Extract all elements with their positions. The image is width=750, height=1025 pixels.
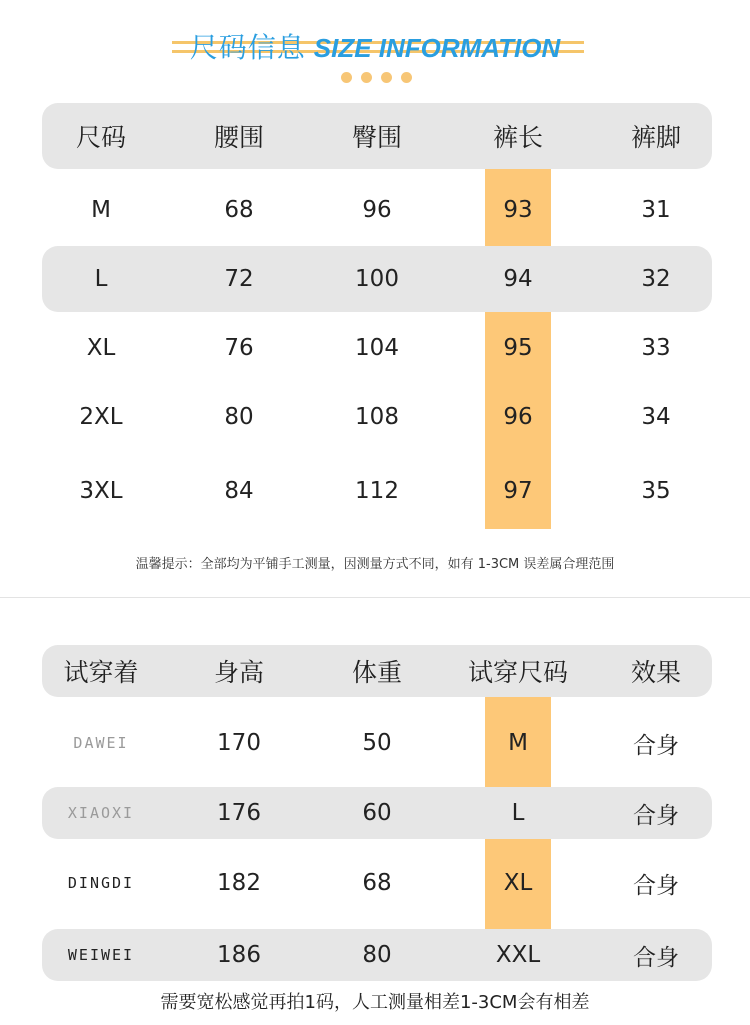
hip-cell: 108	[355, 404, 399, 430]
table-row	[42, 929, 712, 981]
model-name	[42, 850, 160, 916]
table-row	[42, 458, 712, 524]
hip-cell: 96	[362, 196, 392, 223]
title-chinese: 尺码信息	[189, 31, 306, 64]
length-cell: 97	[503, 478, 533, 504]
dot	[381, 72, 392, 83]
length-cell: 95	[503, 335, 533, 361]
model-name-text: DAWEI	[73, 734, 129, 752]
weight-cell: 60	[362, 800, 392, 826]
size-cell: 2XL	[79, 404, 123, 430]
table-row	[42, 315, 712, 381]
dot	[401, 72, 412, 83]
header-cell-size: 尺码	[75, 123, 126, 152]
length-cell: 93	[503, 196, 533, 223]
effect-cell: 合身	[633, 872, 679, 899]
length-cell: 96	[503, 404, 533, 430]
length-cell: 94	[503, 266, 533, 292]
weight-cell: 50	[362, 730, 392, 756]
height-cell: 182	[217, 870, 261, 896]
effect-cell: 合身	[633, 802, 679, 829]
table-row	[42, 175, 712, 244]
hem-cell: 34	[641, 404, 671, 430]
page-title	[0, 26, 750, 66]
waist-cell: 72	[224, 266, 254, 292]
dot	[361, 72, 372, 83]
fit-table	[42, 645, 712, 981]
size-cell: XL	[86, 335, 116, 361]
header-cell-fit-size: 试穿尺码	[467, 658, 568, 687]
size-cell: 3XL	[79, 478, 123, 504]
section-header	[0, 22, 750, 92]
table-row	[42, 384, 712, 450]
size-table	[42, 103, 712, 529]
effect-cell: 合身	[633, 944, 679, 971]
header-cell-waist: 腰围	[213, 123, 264, 152]
fit-table-header	[42, 645, 712, 697]
title-english: SIZE INFORMATION	[313, 33, 561, 63]
header-cell-hem: 裤脚	[630, 123, 681, 152]
weight-cell: 80	[362, 942, 392, 968]
sizing-advice-note: 需要宽松感觉再拍1码，人工测量相差1-3CM会有相差	[160, 992, 590, 1013]
size-cell: L	[94, 266, 108, 292]
size-table-header	[42, 103, 712, 169]
hem-cell: 31	[641, 196, 671, 223]
decorative-dots	[341, 72, 412, 83]
table-row	[42, 710, 712, 776]
measurement-note: 温馨提示：全部均为平铺手工测量，因测量方式不同，如有 1-3CM 误差属合理范围	[135, 557, 615, 572]
fit-size-cell: XXL	[495, 942, 541, 968]
fit-size-cell: M	[508, 730, 528, 756]
model-name	[42, 787, 160, 839]
section-divider	[0, 597, 750, 598]
header-cell-hip: 臀围	[351, 123, 402, 152]
model-name-text: WEIWEI	[67, 946, 135, 964]
table-row	[42, 787, 712, 839]
hip-cell: 104	[355, 335, 399, 361]
dot	[341, 72, 352, 83]
height-cell: 186	[217, 942, 261, 968]
header-cell-model: 试穿着	[63, 658, 139, 687]
header-cell-length: 裤长	[492, 123, 543, 152]
model-name	[42, 710, 160, 776]
hem-cell: 33	[641, 335, 671, 361]
hem-cell: 32	[641, 266, 671, 292]
weight-cell: 68	[362, 870, 392, 896]
model-name	[42, 929, 160, 981]
header-cell-weight: 体重	[351, 658, 402, 687]
waist-cell: 68	[224, 196, 254, 223]
model-name-text: XIAOXI	[67, 804, 135, 822]
model-name-text: DINGDI	[67, 874, 135, 892]
table-row	[42, 246, 712, 312]
hip-cell: 112	[355, 478, 399, 504]
height-cell: 176	[217, 800, 261, 826]
waist-cell: 76	[224, 335, 254, 361]
hip-cell: 100	[355, 266, 399, 292]
header-cell-height: 身高	[213, 658, 264, 687]
waist-cell: 84	[224, 478, 254, 504]
fit-size-cell: XL	[503, 870, 533, 896]
table-row	[42, 850, 712, 916]
waist-cell: 80	[224, 404, 254, 430]
fit-size-cell: L	[511, 800, 525, 826]
hem-cell: 35	[641, 478, 671, 504]
effect-cell: 合身	[633, 732, 679, 759]
height-cell: 170	[217, 730, 261, 756]
size-cell: M	[91, 196, 111, 223]
header-cell-effect: 效果	[630, 658, 681, 687]
